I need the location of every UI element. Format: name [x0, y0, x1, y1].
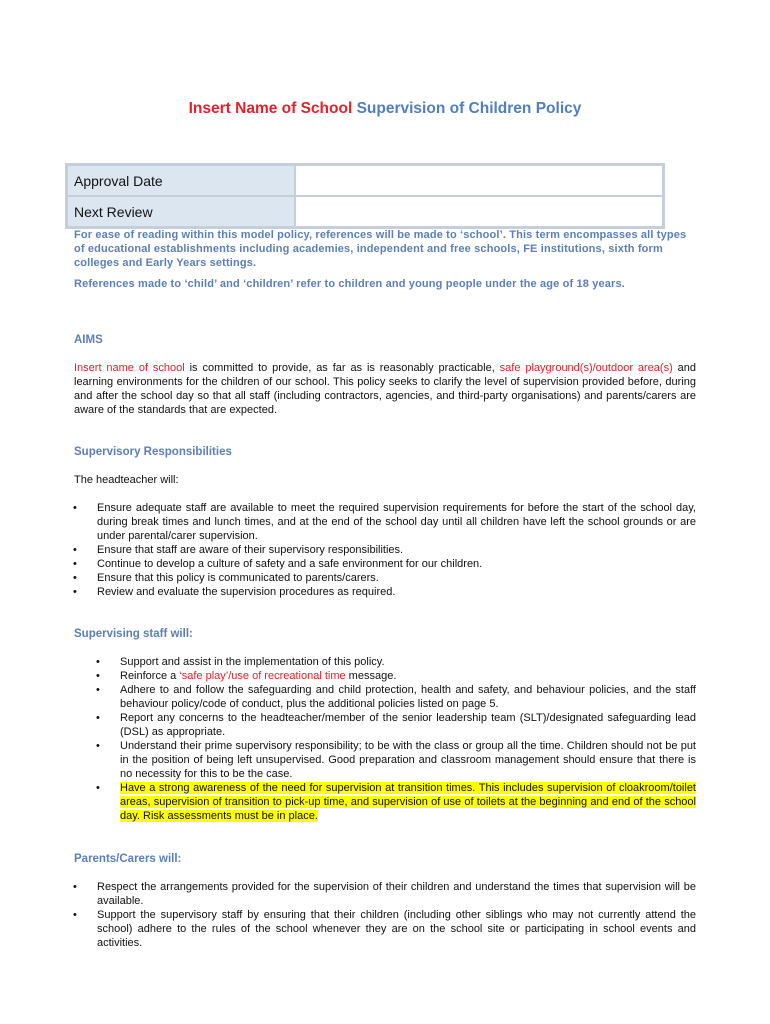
policy-name: Supervision of Children Policy: [356, 100, 582, 117]
school-name-placeholder: Insert Name of School: [188, 100, 353, 117]
aims-paragraph: [74, 361, 696, 417]
list-item-text: Ensure adequate staff are available to meet the required supervision requirements for before the start of the school day, during break times and lunch times, and at the end of the school day until all children have left the school grounds or are under parental/carer supervision.: [97, 502, 696, 542]
bullet-icon: •: [96, 656, 100, 668]
list-item: [96, 669, 696, 683]
bullet-icon: •: [96, 684, 100, 696]
list-item-text: Adhere to and follow the safeguarding and child protection, health and safety, and behaviour policies, and the staff behaviour policy/code of conduct, plus the additional policies listed on page 5.: [120, 684, 696, 710]
supervising-staff-heading: Supervising staff will:: [74, 628, 193, 640]
staff-list: [96, 655, 696, 823]
list-item: [73, 557, 696, 571]
list-item: [73, 571, 696, 585]
list-item-text: Report any concerns to the headteacher/member of the senior leadership team (SLT)/designated safeguarding lead (DSL) as appropriate.: [120, 712, 696, 738]
school-term-note: For ease of reading within this model policy, references will be made to ‘school’. This term encompasses all types of educational establishments including academies, independent and free schools, FE institutions, sixth form colleges and Early Years settings.: [74, 229, 687, 269]
parents-list: [73, 880, 696, 950]
supervisory-heading: Supervisory Responsibilities: [74, 446, 232, 458]
headteacher-intro: The headteacher will:: [74, 474, 179, 486]
table-row: [67, 196, 663, 227]
list-item: [96, 711, 696, 739]
safe-playground-inline: safe playground(s)/outdoor area(s): [499, 362, 673, 374]
page-title: [0, 99, 770, 119]
bullet-icon: •: [73, 572, 77, 584]
aims-heading: AIMS: [74, 334, 103, 346]
list-item: [96, 739, 696, 781]
bullet-icon: •: [73, 544, 77, 556]
list-item: [96, 781, 696, 823]
bullet-icon: •: [96, 712, 100, 724]
list-item-text: Reinforce a: [120, 670, 180, 682]
list-item-text: Support and assist in the implementation of this policy.: [120, 656, 385, 668]
list-item: [96, 683, 696, 711]
bullet-icon: •: [73, 558, 77, 570]
bullet-icon: •: [73, 881, 77, 893]
approval-table: [65, 163, 665, 229]
approval-date-value: [295, 165, 663, 196]
bullet-icon: •: [96, 670, 100, 682]
bullet-icon: •: [73, 586, 77, 598]
list-item: [73, 908, 696, 950]
list-item: [73, 501, 696, 543]
highlighted-item-text: Have a strong awareness of the need for supervision at transition times. This includes supervision of cloakroom/toilet areas, supervision of transition to pick-up time, and supervision of use of toilets at the beginning and end of the school day. Risk assessments must be in place.: [120, 782, 696, 822]
list-item-text: Ensure that this policy is communicated to parents/carers.: [97, 572, 379, 584]
headteacher-list: [73, 501, 696, 599]
next-review-value: [295, 196, 663, 227]
bullet-icon: •: [96, 740, 100, 752]
bullet-icon: •: [73, 909, 77, 921]
parents-heading: Parents/Carers will:: [74, 853, 182, 865]
list-item: [73, 585, 696, 599]
aims-text-2: and learning environments for the children of our school. This policy seeks to clarify the level of supervision provided before, during and after the school day so that all staff (including contractors, agencies, and third-party organisations) and parents/carers are aware of the standards that are expected.: [74, 362, 696, 416]
safe-play-inline: ‘safe play’/use of recreational time: [179, 670, 346, 682]
bullet-icon: •: [73, 502, 77, 514]
list-item-text: Respect the arrangements provided for the supervision of their children and understand the times that supervision will be available.: [97, 881, 696, 907]
approval-date-label: Approval Date: [67, 165, 295, 196]
list-item: [73, 543, 696, 557]
child-term-note: References made to ‘child’ and ‘children’ refer to children and young people under the age of 18 years.: [74, 278, 625, 290]
bullet-icon: •: [96, 782, 100, 794]
list-item-text: Continue to develop a culture of safety and a safe environment for our children.: [97, 558, 483, 570]
next-review-label: Next Review: [67, 196, 295, 227]
list-item-text: message.: [345, 670, 397, 682]
list-item-text: Ensure that staff are aware of their supervisory responsibilities.: [97, 544, 404, 556]
list-item-text: Review and evaluate the supervision procedures as required.: [97, 586, 396, 598]
list-item-text: Understand their prime supervisory responsibility; to be with the class or group all the time. Children should not be put in the position of being left unsupervised. Good preparation and classroom management should ensure that there is no necessity for this to be the case.: [120, 740, 696, 780]
list-item-text: Support the supervisory staff by ensuring that their children (including other siblings who may not currently attend the school) adhere to the rules of the school whenever they are on the school site or participating in school events and activities.: [97, 909, 696, 949]
list-item: [96, 655, 696, 669]
aims-text-1: is committed to provide, as far as is reasonably practicable,: [184, 362, 500, 374]
list-item: [73, 880, 696, 908]
table-row: [67, 165, 663, 196]
school-name-inline: Insert name of school: [74, 362, 185, 374]
